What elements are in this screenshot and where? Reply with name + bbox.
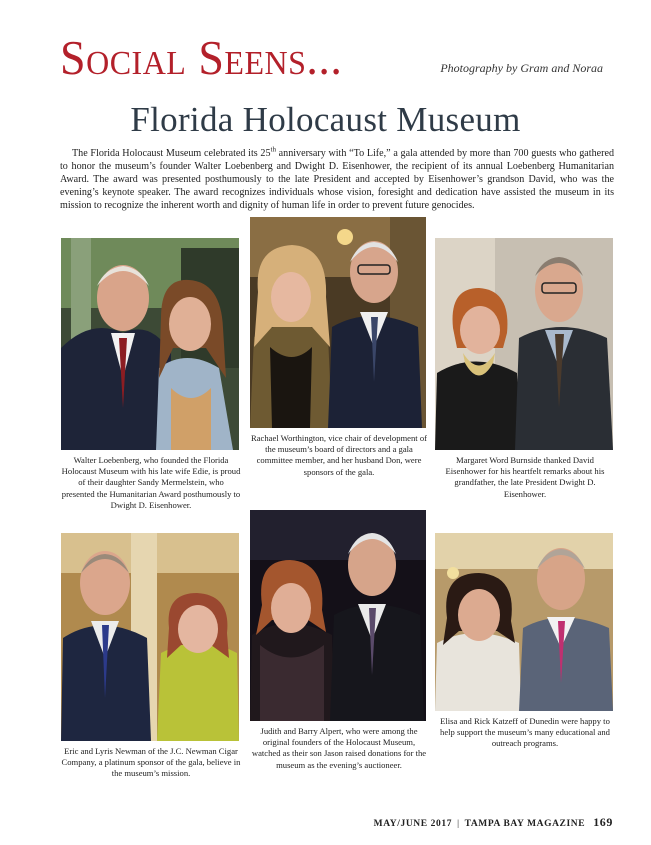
photo-credit: Photography by Gram and Noraa: [440, 61, 603, 75]
photo-worthington-caption: Rachael Worthington, vice chair of development of the museum’s board of directors and a gala committee member, and her husband Don, were sponsors of the gala.: [251, 433, 427, 477]
photo-katzeff: [435, 533, 613, 711]
page-footer: [374, 815, 613, 830]
photo-loebenberg: [61, 238, 239, 450]
photo-burnside-eisenhower: [435, 238, 613, 450]
photo-alpert-caption: Judith and Barry Alpert, who were among the original founders of the Holocaust Museum, watched as their son Jason raised donations for the museum as the evening’s auctioneer.: [251, 726, 427, 770]
photo-newman: [61, 533, 239, 741]
photo-burnside-caption: Margaret Word Burnside thanked David Eisenhower for his heartfelt remarks about his grandfather, the late President Dwight D. Eisenhower.: [445, 455, 605, 499]
footer-magazine: TAMPA BAY MAGAZINE: [464, 819, 586, 829]
intro-text-1: The Florida Holocaust Museum celebrated its 25: [72, 148, 271, 159]
photo-katzeff-caption: Elisa and Rick Katzeff of Dunedin were happy to help support the museum’s many educational and outreach programs.: [440, 716, 610, 749]
intro-paragraph: [60, 147, 614, 212]
intro-text-2: anniversary with “To Life,” a gala attended by more than 700 guests who gathered to honor the museum’s founder Walter Loebenberg and Dwight D. Eisenhower, the recipient of its annual Loebenberg Humanitarian Award. The award was presented posthumously to the late President and accepted by Eisenhower’s grandson David, who was the evening’s keynote speaker. The award recognizes individuals whose vision, foresight and dedication have assisted the museum in its mission to recognize the inherent worth and dignity of human life in order to prevent future genocides.: [60, 148, 614, 212]
event-title: Florida Holocaust Museum: [130, 100, 521, 139]
section-title: Social Seens...: [60, 30, 343, 85]
intro-superscript: th: [270, 145, 276, 154]
photo-newman-caption: Eric and Lyris Newman of the J.C. Newman Cigar Company, a platinum sponsor of the gala, believe in the museum’s mission.: [61, 746, 241, 779]
photo-loebenberg-caption: Walter Loebenberg, who founded the Florida Holocaust Museum with his late wife Edie, is proud of their daughter Sandy Mermelstein, who presented the Humanitarian Award posthumously to Dwight D. Eisenhower.: [61, 455, 241, 510]
page-number: 169: [593, 815, 613, 829]
footer-separator: |: [457, 819, 460, 829]
footer-issue: MAY/JUNE 2017: [373, 819, 453, 829]
photo-alpert: [250, 510, 426, 721]
photo-worthington: [250, 217, 426, 428]
